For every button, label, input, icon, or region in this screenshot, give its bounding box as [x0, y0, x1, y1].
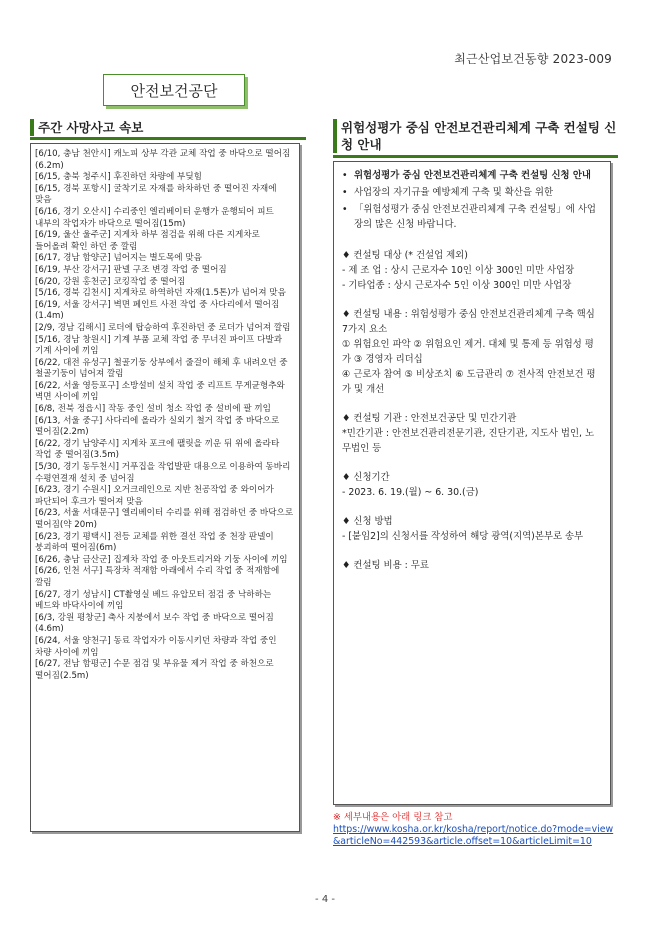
list-item: [6/22, 서울 영등포구] 소방설비 설치 작업 중 리프트 무게균형추와 벽면 사이에 끼임 [35, 380, 285, 403]
target-manufacturing: - 제 조 업 : 상시 근로자수 10인 이상 300인 미만 사업장 [342, 265, 575, 276]
content-elements-2: ④ 근로자 참여 ⑤ 비상조치 ⑥ 도급관리 ⑦ 전사적 안전보건 평가 및 개선 [342, 369, 596, 395]
method-detail: - [붙임2]의 신청서를 작성하여 해당 광역(지역)본부로 송부 [342, 531, 584, 542]
target-title: ♦ 컨설팅 대상 (* 건설업 제외) [342, 250, 468, 261]
list-item: [6/13, 서울 중구] 사다리에 올라가 실외기 철거 작업 중 바닥으로 떨어짐(2.2m) [35, 415, 280, 438]
list-item: [5/30, 경기 동두천시] 거푸집을 작업발판 대용으로 이용하여 동바리 수평연결재 설치 중 넘어짐 [35, 462, 291, 484]
list-item: [6/3, 강원 평창군] 축사 지붕에서 보수 작업 중 바닥으로 떨어짐(4.6m) [35, 612, 274, 635]
list-item: [6/8, 전북 정읍시] 작동 중인 설비 청소 작업 중 설비에 팔 끼임 [35, 404, 271, 415]
list-item: [6/16, 경기 오산시] 수리중인 엘리베이터 운행가 운행되어 피트 내부의 작업자가 바닥으로 떨어짐(15m) [35, 206, 274, 229]
bullet-dot-icon: • [342, 204, 348, 215]
list-item: [6/23, 경기 평택시] 전등 교체를 위한 결선 작업 중 천장 판넬이 붕괴하여 떨어짐(6m) [35, 531, 274, 554]
list-item: [6/17, 경남 함양군] 넘어지는 별도목에 맞음 [35, 253, 202, 264]
list-item: [6/22, 경기 남양주시] 지게차 포크에 팰릿을 끼운 뒤 위에 올라타 작업 중 떨어짐(3.5m) [35, 438, 280, 461]
list-item: [6/26, 인천 서구] 특장차 적재함 아래에서 수리 작업 중 적재함에 깔림 [35, 566, 280, 588]
period-title: ♦ 신청기간 [342, 472, 390, 483]
list-item: [2/9, 경남 김해시] 로더에 탑승하여 후진하던 중 로더가 넘어져 깔림 [35, 322, 291, 333]
intro-bullet [342, 168, 602, 183]
right-title-rule [333, 155, 618, 158]
intro-bullet-text: 사업장의 자기규율 예방체계 구축 및 확산을 위한 [354, 187, 554, 198]
intro-bullet [342, 202, 602, 232]
accident-list-box [30, 143, 300, 832]
list-item: [6/19, 서울 강서구] 벽면 페인트 사전 작업 중 사다리에서 떨어짐(1.4m) [35, 299, 280, 322]
agency-label-box [103, 74, 245, 106]
intro-bullet-text: 위험성평가 중심 안전보건관리체계 구축 컨설팅 신청 안내 [354, 170, 591, 181]
list-item: [6/20, 강원 홍천군] 코킹작업 중 떨어짐 [35, 276, 186, 287]
list-item: [6/27, 전남 함평군] 수문 점검 및 부유물 제거 작업 중 하천으로 떨어짐(2.5m) [35, 659, 274, 681]
org-title: ♦ 컨설팅 기관 : 안전보건공단 및 민간기관 [342, 413, 517, 424]
list-item: [6/23, 서울 서대문구] 엘리베이터 수리를 위해 점검하던 중 바닥으로 떨어짐(약 20m) [35, 508, 294, 530]
list-item: [6/19, 울산 울주군] 지게차 하부 점검을 위해 다른 지게차로 들어올려 확인 하던 중 깔림 [35, 230, 260, 252]
intro-bullet-text: 「위험성평가 중심 안전보건관리체계 구축 컨설팅」에 사업장의 많은 신청 바랍니다. [354, 204, 596, 230]
reference-note-label: ※ 세부내용은 아래 링크 참고 [333, 812, 453, 823]
page-number: - 4 - [315, 894, 335, 905]
reference-link[interactable]: https://www.kosha.or.kr/kosha/report/notice.do?mode=view&articleNo=442593&article.offset=10&articleLimit=10 [333, 824, 614, 847]
period-detail: - 2023. 6. 19.(월) ~ 6. 30.(금) [342, 487, 479, 498]
list-item: [6/23, 경기 수원시] 오거크레인으로 지반 천공작업 중 와이어가 파단되어 후크가 떨어져 맞음 [35, 485, 274, 507]
org-detail: *민간기관 : 안전보건관리전문기관, 진단기관, 지도사 법인, 노무법인 등 [342, 428, 595, 454]
list-item: [5/16, 경남 창원시] 기계 부품 교체 작업 중 무너진 파이프 다발과 기계 사이에 끼임 [35, 334, 282, 357]
list-item: [6/15, 충북 청주시] 후진하던 차량에 부딪힘 [35, 172, 202, 183]
method-title: ♦ 신청 방법 [342, 516, 393, 527]
reference-note [333, 812, 618, 848]
list-item: [6/27, 경기 성남시] CT촬영실 베드 유압모터 점검 중 낙하하는 베드와 바닥사이에 끼임 [35, 589, 272, 612]
left-title-rule [30, 137, 306, 140]
list-item: [6/26, 충남 금산군] 집게차 작업 중 아웃트리거와 기둥 사이에 끼임 [35, 554, 288, 565]
agency-label: 안전보건공단 [130, 81, 218, 100]
cost-info: ♦ 컨설팅 비용 : 무료 [342, 560, 429, 571]
list-item: [6/15, 경북 포항시] 굴착기로 자재를 하차하던 중 떨어진 자재에 맞음 [35, 183, 277, 206]
bullet-dot-icon: • [342, 170, 348, 181]
consulting-info-box [333, 161, 611, 805]
target-other: - 기타업종 : 상시 근로자수 5인 이상 300인 미만 사업장 [342, 280, 572, 291]
list-item: [5/16, 경북 김천시] 지게차로 하역하던 자재(1.5톤)가 넘어져 맞음 [35, 288, 286, 299]
list-item: [6/22, 대전 유성구] 철골기둥 상부에서 줄걸이 해체 후 내려오던 중 철골기둥이 넘어져 깔림 [35, 357, 288, 380]
bullet-dot-icon: • [342, 187, 348, 198]
accident-list [35, 149, 295, 682]
list-item: [6/10, 충남 천안시] 캐노피 상부 각관 교체 작업 중 바닥으로 떨어짐(6.2m) [35, 149, 291, 171]
content-title: ♦ 컨설팅 내용 : 위험성평가 중심 안전보건관리체계 구축 핵심 7가지 요소 [342, 309, 595, 335]
list-item: [6/24, 서울 양천구] 동료 작업자가 이동시키던 차량과 작업 중인 차량 사이에 끼임 [35, 635, 277, 658]
content-elements-1: ① 위험요인 파악 ② 위험요인 제거. 대체 및 통제 등 위험성 평가 ③ 경영자 리더십 [342, 339, 594, 365]
page-header: 최근산업보건동향 2023-009 [454, 52, 612, 66]
list-item: [6/19, 부산 강서구] 판넬 구조 변경 작업 중 떨어짐 [35, 264, 227, 275]
right-section-title: 위험성평가 중심 안전보건관리체계 구축 컨설팅 신청 안내 [333, 119, 621, 153]
intro-bullet [342, 185, 602, 200]
left-section-title: 주간 사망사고 속보 [30, 119, 308, 136]
